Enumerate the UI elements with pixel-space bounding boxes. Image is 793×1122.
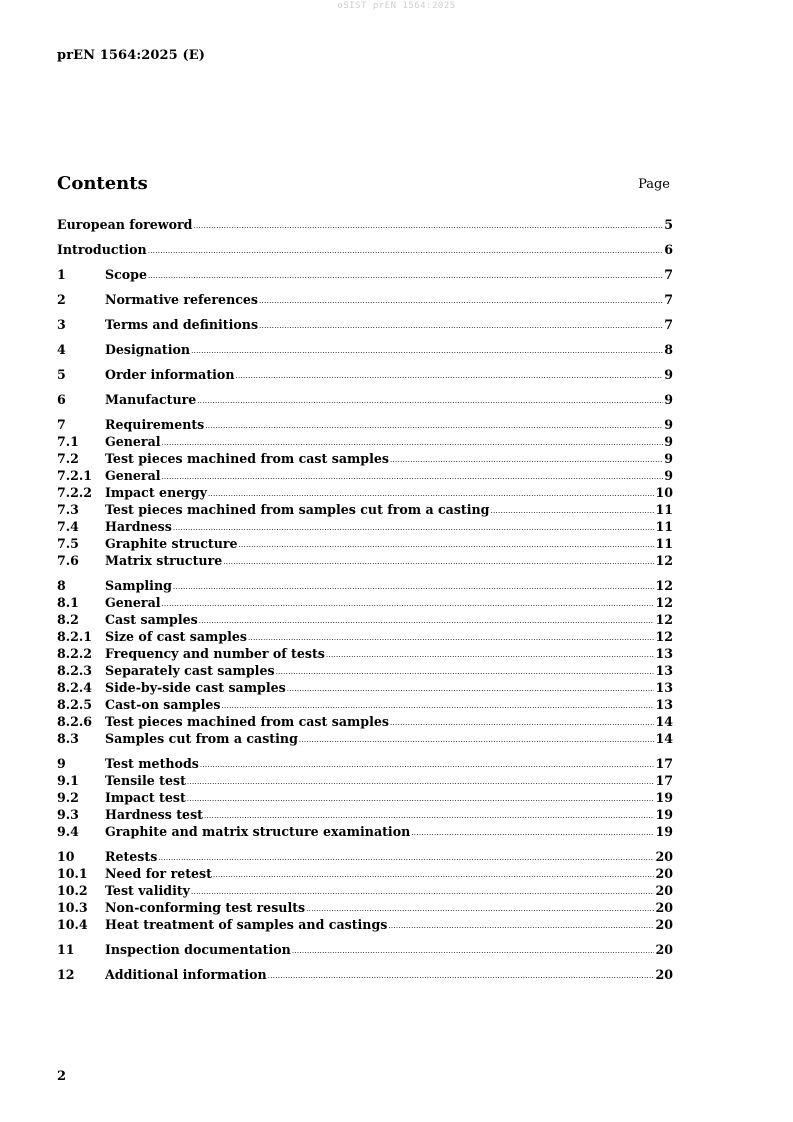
toc-entry[interactable] xyxy=(57,366,673,383)
toc-entry-title: Scope xyxy=(105,267,147,282)
page-column-label: Page xyxy=(638,177,670,192)
toc-entry[interactable] xyxy=(57,772,673,789)
toc-entry[interactable] xyxy=(57,433,673,450)
toc-leader-dots xyxy=(276,664,655,681)
toc-entry-number: 8.2.1 xyxy=(57,629,93,644)
toc-leader-dots xyxy=(187,791,655,808)
toc-entry-number: 8.2.5 xyxy=(57,697,93,712)
toc-leader-dots xyxy=(259,293,663,310)
toc-entry[interactable] xyxy=(57,696,673,713)
toc-leader-dots xyxy=(193,218,663,235)
toc-entry-number: 8.1 xyxy=(57,595,79,610)
toc-entry-title: Impact test xyxy=(105,790,186,805)
page-number: 2 xyxy=(57,1069,67,1084)
toc-entry-page: 20 xyxy=(655,900,673,915)
toc-entry-page: 20 xyxy=(655,967,673,982)
toc-entry-title: General xyxy=(105,434,161,449)
toc-entry-title: Order information xyxy=(105,367,235,382)
toc-entry-title: General xyxy=(105,468,161,483)
toc-entry[interactable] xyxy=(57,611,673,628)
toc-entry[interactable] xyxy=(57,628,673,645)
toc-leader-dots xyxy=(158,850,654,867)
toc-leader-dots xyxy=(411,825,654,842)
toc-leader-dots xyxy=(292,943,655,960)
toc-entry[interactable] xyxy=(57,789,673,806)
toc-entry[interactable] xyxy=(57,484,673,501)
toc-entry-page: 5 xyxy=(664,217,673,232)
toc-entry-page: 20 xyxy=(655,849,673,864)
toc-leader-dots xyxy=(259,318,663,335)
toc-entry[interactable] xyxy=(57,535,673,552)
toc-entry-title: Hardness test xyxy=(105,807,203,822)
watermark: oSIST prEN 1564:2025 xyxy=(337,1,456,11)
toc-leader-dots xyxy=(490,503,654,520)
toc-entry[interactable] xyxy=(57,216,673,233)
toc-entry-title: European foreword xyxy=(57,217,193,232)
toc-entry-page: 10 xyxy=(655,485,673,500)
toc-entry[interactable] xyxy=(57,806,673,823)
toc-entry[interactable] xyxy=(57,518,673,535)
toc-entry-page: 13 xyxy=(655,680,673,695)
toc-leader-dots xyxy=(204,808,654,825)
toc-entry[interactable] xyxy=(57,450,673,467)
toc-entry-number: 7.2.2 xyxy=(57,485,93,500)
toc-leader-dots xyxy=(287,681,655,698)
toc-entry-page: 12 xyxy=(655,553,673,568)
toc-entry-title: Separately cast samples xyxy=(105,663,275,678)
toc-entry-number: 10 xyxy=(57,849,75,864)
toc-entry-number: 7.4 xyxy=(57,519,79,534)
toc-entry-page: 7 xyxy=(664,267,673,282)
toc-entry-title: Manufacture xyxy=(105,392,197,407)
toc-entry-title: Frequency and number of tests xyxy=(105,646,325,661)
toc-entry-page: 9 xyxy=(664,434,673,449)
toc-entry-number: 9.2 xyxy=(57,790,79,805)
toc-entry-number: 1 xyxy=(57,267,66,282)
toc-entry-number: 8.2.2 xyxy=(57,646,93,661)
toc-leader-dots xyxy=(326,647,655,664)
toc-entry-page: 19 xyxy=(655,824,673,839)
toc-entry-number: 9.1 xyxy=(57,773,79,788)
toc-leader-dots xyxy=(200,757,655,774)
toc-entry[interactable] xyxy=(57,391,673,408)
toc-entry-number: 5 xyxy=(57,367,66,382)
toc-entry-number: 8.3 xyxy=(57,731,79,746)
toc-entry-page: 11 xyxy=(655,519,673,534)
toc-entry-number: 8 xyxy=(57,578,66,593)
toc-leader-dots xyxy=(306,901,654,918)
toc-entry-page: 20 xyxy=(655,866,673,881)
toc-leader-dots xyxy=(191,343,663,360)
contents-heading: Contents xyxy=(57,173,148,194)
toc-entry-number: 8.2.6 xyxy=(57,714,93,729)
document-id: prEN 1564:2025 (E) xyxy=(57,48,205,63)
toc-entry-title: Hardness xyxy=(105,519,172,534)
toc-entry[interactable] xyxy=(57,341,673,358)
toc-entry-title: Cast samples xyxy=(105,612,198,627)
toc-entry[interactable] xyxy=(57,823,673,840)
toc-entry[interactable] xyxy=(57,645,673,662)
toc-entry-page: 12 xyxy=(655,629,673,644)
toc-leader-dots xyxy=(222,698,655,715)
toc-entry-title: Matrix structure xyxy=(105,553,223,568)
toc-leader-dots xyxy=(173,520,655,537)
toc-entry-title: Sampling xyxy=(105,578,172,593)
toc-entry-number: 10.3 xyxy=(57,900,88,915)
toc-entry-title: Graphite structure xyxy=(105,536,238,551)
toc-entry-number: 12 xyxy=(57,967,75,982)
toc-entry[interactable] xyxy=(57,899,673,916)
toc-entry-page: 14 xyxy=(655,731,673,746)
toc-entry-number: 8.2 xyxy=(57,612,79,627)
toc-leader-dots xyxy=(390,452,663,469)
toc-entry[interactable] xyxy=(57,577,673,594)
toc-entry-title: Graphite and matrix structure examination xyxy=(105,824,411,839)
toc-entry-title: Test pieces machined from samples cut from a casting xyxy=(105,502,490,517)
toc-entry-number: 7.3 xyxy=(57,502,79,517)
toc-leader-dots xyxy=(197,393,663,410)
toc-entry-title: Test pieces machined from cast samples xyxy=(105,714,389,729)
toc-entry[interactable] xyxy=(57,713,673,730)
toc-entry[interactable] xyxy=(57,552,673,569)
toc-entry-page: 19 xyxy=(655,807,673,822)
toc-entry-page: 12 xyxy=(655,612,673,627)
toc-entry-title: Test methods xyxy=(105,756,199,771)
toc-leader-dots xyxy=(223,554,654,571)
toc-leader-dots xyxy=(148,268,663,285)
toc-entry-number: 4 xyxy=(57,342,66,357)
toc-entry-title: Heat treatment of samples and castings xyxy=(105,917,388,932)
toc-entry-title: Normative references xyxy=(105,292,259,307)
toc-entry-number: 7.2 xyxy=(57,451,79,466)
toc-leader-dots xyxy=(199,613,655,630)
toc-entry[interactable] xyxy=(57,416,673,433)
toc-entry-number: 10.2 xyxy=(57,883,88,898)
toc-entry[interactable] xyxy=(57,467,673,484)
toc-entry[interactable] xyxy=(57,916,673,933)
toc-entry[interactable] xyxy=(57,501,673,518)
toc-entry-title: Non-conforming test results xyxy=(105,900,306,915)
toc-leader-dots xyxy=(208,486,654,503)
toc-entry-number: 6 xyxy=(57,392,66,407)
toc-leader-dots xyxy=(162,596,655,613)
toc-entry[interactable] xyxy=(57,662,673,679)
toc-entry-number: 7 xyxy=(57,417,66,432)
toc-entry-page: 20 xyxy=(655,883,673,898)
toc-entry[interactable] xyxy=(57,679,673,696)
toc-entry-page: 9 xyxy=(664,451,673,466)
toc-entry-page: 9 xyxy=(664,367,673,382)
toc-leader-dots xyxy=(268,968,655,985)
toc-entry-number: 9 xyxy=(57,756,66,771)
toc-entry[interactable] xyxy=(57,594,673,611)
toc-entry-page: 13 xyxy=(655,663,673,678)
toc-entry-number: 7.5 xyxy=(57,536,79,551)
toc-entry[interactable] xyxy=(57,316,673,333)
toc-entry-page: 13 xyxy=(655,646,673,661)
toc-entry-number: 2 xyxy=(57,292,66,307)
toc-entry-page: 7 xyxy=(664,292,673,307)
toc-entry-page: 20 xyxy=(655,917,673,932)
toc-entry-page: 11 xyxy=(655,536,673,551)
toc-entry-title: Introduction xyxy=(57,242,147,257)
toc-leader-dots xyxy=(173,579,655,596)
toc-entry-title: Impact energy xyxy=(105,485,207,500)
toc-entry-page: 19 xyxy=(655,790,673,805)
toc-entry-page: 9 xyxy=(664,392,673,407)
toc-entry-title: General xyxy=(105,595,161,610)
toc-entry-number: 8.2.3 xyxy=(57,663,93,678)
toc-leader-dots xyxy=(299,732,655,749)
toc-entry-title: Side-by-side cast samples xyxy=(105,680,286,695)
toc-entry-number: 11 xyxy=(57,942,75,957)
toc-entry[interactable] xyxy=(57,755,673,772)
toc-entry-number: 3 xyxy=(57,317,66,332)
toc-entry[interactable] xyxy=(57,865,673,882)
toc-entry[interactable] xyxy=(57,266,673,283)
toc-leader-dots xyxy=(162,469,664,486)
toc-entry-title: Retests xyxy=(105,849,158,864)
toc-entry-page: 9 xyxy=(664,417,673,432)
toc-leader-dots xyxy=(239,537,655,554)
toc-leader-dots xyxy=(191,884,654,901)
toc-leader-dots xyxy=(388,918,654,935)
toc-entry-page: 8 xyxy=(664,342,673,357)
toc-leader-dots xyxy=(205,418,663,435)
toc-entry-title: Requirements xyxy=(105,417,205,432)
toc-entry-title: Additional information xyxy=(105,967,267,982)
toc-entry-title: Test pieces machined from cast samples xyxy=(105,451,389,466)
toc-entry-page: 9 xyxy=(664,468,673,483)
toc-entry-title: Samples cut from a casting xyxy=(105,731,298,746)
toc-entry-page: 11 xyxy=(655,502,673,517)
toc-leader-dots xyxy=(390,715,654,732)
toc-entry-page: 7 xyxy=(664,317,673,332)
toc-entry-number: 10.4 xyxy=(57,917,88,932)
toc-entry-page: 20 xyxy=(655,942,673,957)
toc-entry-number: 9.3 xyxy=(57,807,79,822)
toc-entry-page: 13 xyxy=(655,697,673,712)
toc-entry-page: 17 xyxy=(655,756,673,771)
toc-entry[interactable] xyxy=(57,241,673,258)
toc-entry-page: 14 xyxy=(655,714,673,729)
toc-entry-number: 9.4 xyxy=(57,824,79,839)
toc-entry-title: Test validity xyxy=(105,883,191,898)
toc-leader-dots xyxy=(235,368,663,385)
toc-leader-dots xyxy=(248,630,654,647)
toc-entry-title: Terms and definitions xyxy=(105,317,259,332)
toc-entry-page: 12 xyxy=(655,578,673,593)
toc-entry[interactable] xyxy=(57,966,673,983)
toc-entry-title: Tensile test xyxy=(105,773,186,788)
toc-entry-number: 7.2.1 xyxy=(57,468,93,483)
toc-entry-title: Designation xyxy=(105,342,191,357)
toc-entry-page: 17 xyxy=(655,773,673,788)
table-of-contents xyxy=(57,216,673,983)
toc-entry[interactable] xyxy=(57,291,673,308)
toc-leader-dots xyxy=(213,867,655,884)
toc-leader-dots xyxy=(187,774,655,791)
toc-entry-page: 12 xyxy=(655,595,673,610)
toc-entry-title: Size of cast samples xyxy=(105,629,248,644)
toc-entry-title: Need for retest xyxy=(105,866,212,881)
toc-entry-number: 7.1 xyxy=(57,434,79,449)
toc-entry[interactable] xyxy=(57,882,673,899)
toc-entry-number: 10.1 xyxy=(57,866,88,881)
toc-entry-number: 7.6 xyxy=(57,553,79,568)
toc-entry-page: 6 xyxy=(664,242,673,257)
toc-entry[interactable] xyxy=(57,941,673,958)
toc-leader-dots xyxy=(148,243,664,260)
toc-entry[interactable] xyxy=(57,848,673,865)
toc-entry-title: Cast-on samples xyxy=(105,697,221,712)
toc-entry-number: 8.2.4 xyxy=(57,680,93,695)
toc-entry-title: Inspection documentation xyxy=(105,942,291,957)
toc-leader-dots xyxy=(162,435,664,452)
toc-entry[interactable] xyxy=(57,730,673,747)
